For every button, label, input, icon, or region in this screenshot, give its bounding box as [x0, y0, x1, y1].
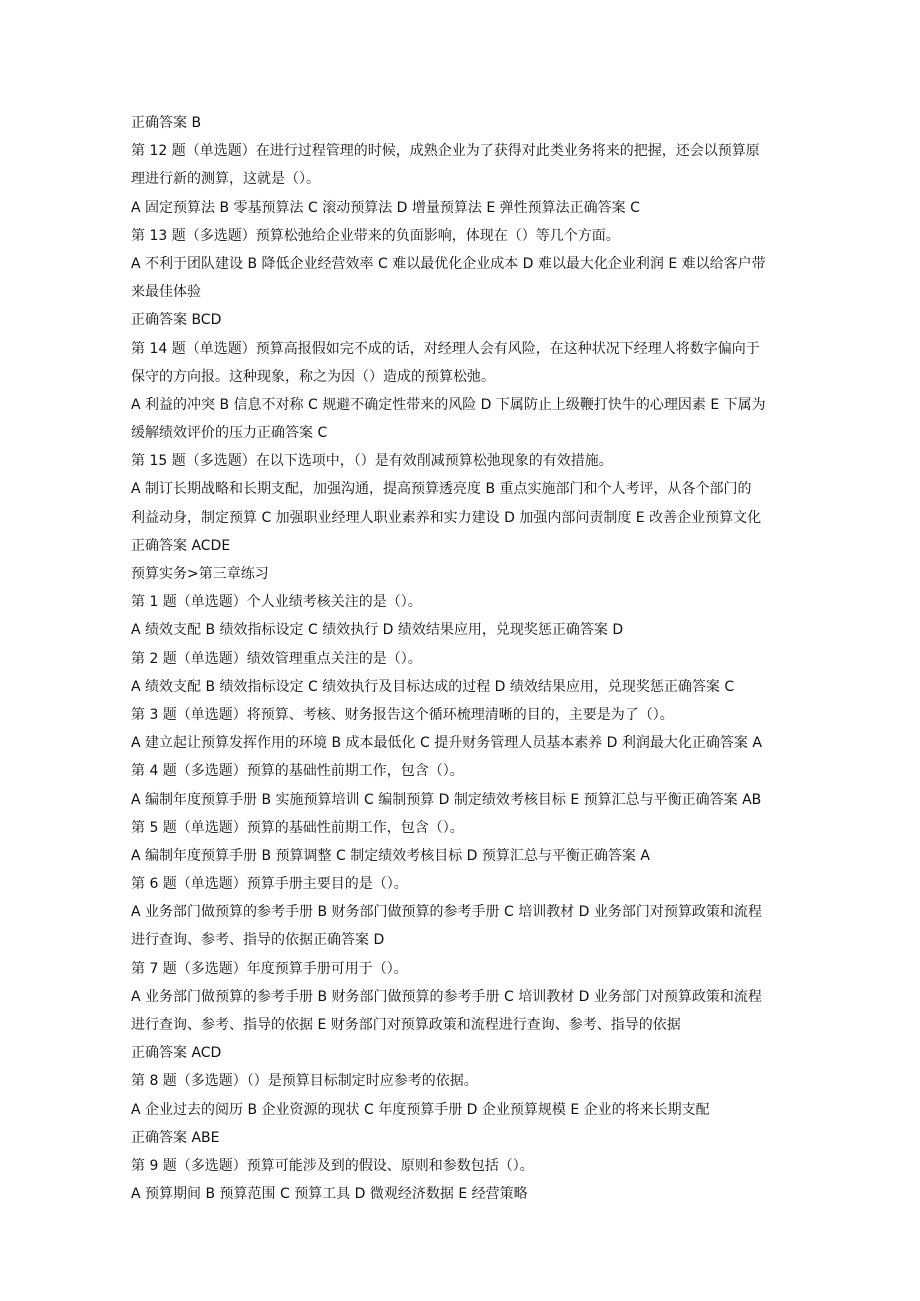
- text-line: A 绩效支配 B 绩效指标设定 C 绩效执行 D 绩效结果应用，兑现奖惩正确答案 D: [131, 622, 624, 639]
- text-line: A 企业过去的阅历 B 企业资源的现状 C 年度预算手册 D 企业预算规模 E 企业的将来长期支配: [131, 1101, 710, 1118]
- text-line: A 业务部门做预算的参考手册 B 财务部门做预算的参考手册 C 培训教材 D 业务部门对预算政策和流程: [131, 904, 762, 921]
- text-line: 第 1 题（单选题）个人业绩考核关注的是（）。: [131, 594, 422, 611]
- text-line: A 编制年度预算手册 B 预算调整 C 制定绩效考核目标 D 预算汇总与平衡正确答案 A: [131, 847, 650, 864]
- section-heading: 预算实务>第三章练习: [131, 566, 269, 582]
- text-line: 保守的方向报。这种现象，称之为因（）造成的预算松弛。: [131, 368, 495, 385]
- text-line: A 业务部门做预算的参考手册 B 财务部门做预算的参考手册 C 培训教材 D 业务部门对预算政策和流程: [131, 988, 762, 1005]
- text-line: 第 14 题（单选题）预算高报假如完不成的话，对经理人会有风险，在这种状况下经理人将数字偏向于: [131, 340, 760, 357]
- text-line: 第 5 题（单选题）预算的基础性前期工作，包含（）。: [131, 819, 464, 836]
- text-line: A 预算期间 B 预算范围 C 预算工具 D 微观经济数据 E 经营策略: [131, 1186, 528, 1203]
- text-line: 进行查询、参考、指导的依据正确答案 D: [131, 932, 385, 949]
- text-line: 第 6 题（单选题）预算手册主要目的是（）。: [131, 876, 408, 893]
- text-line: A 制订长期战略和长期支配，加强沟通，提高预算透亮度 B 重点实施部门和个人考评，从各个部门的: [131, 481, 752, 498]
- text-line: 正确答案 ACDE: [131, 537, 231, 554]
- text-line: A 利益的冲突 B 信息不对称 C 规避不确定性带来的风险 D 下属防止上级鞭打快牛的心理因素 E 下属为: [131, 396, 766, 413]
- text-line: 第 8 题（多选题）（）是预算目标制定时应参考的依据。: [131, 1073, 478, 1090]
- text-line: 理进行新的测算，这就是（）。: [131, 171, 320, 188]
- text-line: 第 2 题（单选题）绩效管理重点关注的是（）。: [131, 650, 422, 667]
- text-line: 缓解绩效评价的压力正确答案 C: [131, 425, 328, 442]
- text-line: 第 13 题（多选题）预算松弛给企业带来的负面影响，体现在（）等几个方面。: [131, 227, 620, 244]
- text-line: A 编制年度预算手册 B 实施预算培训 C 编制预算 D 制定绩效考核目标 E 预算汇总与平衡正确答案 AB: [131, 791, 762, 808]
- text-line: 利益动身，制定预算 C 加强职业经理人职业素养和实力建设 D 加强内部问责制度 E 改善企业预算文化: [131, 509, 762, 526]
- text-line: A 绩效支配 B 绩效指标设定 C 绩效执行及目标达成的过程 D 绩效结果应用，兑现奖惩正确答案 C: [131, 678, 735, 695]
- text-line: 正确答案 ABE: [131, 1129, 220, 1146]
- text-line: A 固定预算法 B 零基预算法 C 滚动预算法 D 增量预算法 E 弹性预算法正确答案 C: [131, 199, 640, 216]
- text-line: 来最佳体验: [131, 284, 201, 301]
- text-line: 正确答案 B: [131, 115, 202, 131]
- text-line: 正确答案 ACD: [131, 1045, 222, 1062]
- text-line: 第 4 题（多选题）预算的基础性前期工作，包含（）。: [131, 763, 464, 780]
- text-line: A 建立起让预算发挥作用的环境 B 成本最低化 C 提升财务管理人员基本素养 D 利润最大化正确答案 A: [131, 735, 762, 752]
- text-line: 第 15 题（多选题）在以下选项中，（）是有效削减预算松弛现象的有效措施。: [131, 453, 613, 470]
- text-line: A 不利于团队建设 B 降低企业经营效率 C 难以最优化企业成本 D 难以最大化企业利润 E 难以给客户带: [131, 255, 766, 272]
- text-line: 第 7 题（多选题）年度预算手册可用于（）。: [131, 960, 408, 977]
- text-line: 正确答案 BCD: [131, 312, 222, 329]
- text-line: 第 12 题（单选题）在进行过程管理的时候，成熟企业为了获得对此类业务将来的把握，还会以预算原: [131, 143, 760, 160]
- document-page: [131, 109, 791, 1208]
- text-line: 第 3 题（单选题）将预算、考核、财务报告这个循环梳理清晰的目的，主要是为了（）。: [131, 706, 674, 723]
- text-line: 第 9 题（多选题）预算可能涉及到的假设、原则和参数包括（）。: [131, 1157, 534, 1174]
- text-line: 进行查询、参考、指导的依据 E 财务部门对预算政策和流程进行查询、参考、指导的依据: [131, 1017, 681, 1033]
